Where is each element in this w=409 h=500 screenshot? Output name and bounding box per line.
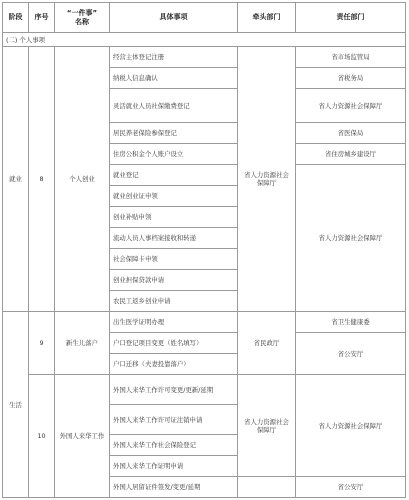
header-lead-dept: 牵头部门 [238,3,296,33]
table-row [3,375,406,405]
item-name-cell: 个人创业 [55,47,110,312]
resp-dept-cell: 省卫生健康委 [296,312,406,333]
stage-cell-employment: 就业 [3,47,29,312]
content-cell: 住房公积金个人账户设立 [110,144,238,165]
lead-dept-cell: 省人力资源社会保障厅 [238,47,296,312]
lead-dept-cell: 省人力资源社会保障厅 [238,375,296,477]
seq-cell-8: 8 [29,47,55,312]
content-cell: 纳税人信息确认 [110,68,238,89]
content-cell: 外国人来华工作社会保险登记 [110,435,238,456]
stage-cell-life: 生活 [3,312,29,498]
content-cell: 就业登记 [110,165,238,186]
section-title: (二) 个人事项 [3,33,406,47]
resp-dept-cell: 省公安厅 [296,477,406,498]
item-name-cell: 新生儿落户 [55,312,110,375]
content-cell: 居民养老保险参保登记 [110,123,238,144]
resp-dept-cell: 省人力资源社会保障厅 [296,375,406,477]
content-cell: 户口登记项目变更（姓名填写） [110,333,238,354]
content-cell: 外国人来华工作许可变更/更新/延期 [110,375,238,405]
resp-dept-cell: 省税务局 [296,68,406,89]
table-row [3,47,406,68]
resp-dept-cell: 省医保局 [296,123,406,144]
seq-cell-9: 9 [29,312,55,375]
resp-dept-cell: 省人力资源社会保障厅 [296,89,406,123]
item-name-cell: 外国人来华工作 [55,375,110,498]
table-row [3,312,406,333]
content-cell: 创业补贴申领 [110,207,238,228]
header-content: 具体事项 [110,3,238,33]
header-stage: 阶段 [3,3,29,33]
header-row [3,3,406,33]
section-row [3,33,406,47]
resp-dept-cell: 省人力资源社会保障厅 [296,165,406,312]
header-resp-dept: 责任部门 [296,3,406,33]
content-cell: 流动人员人事档案接收和转递 [110,228,238,249]
content-cell: 灵活就业人员社保缴费登记 [110,89,238,123]
content-cell: 外国人来华工作许可证注销申请 [110,405,238,435]
header-item-name: “一件事” 名称 [55,3,110,33]
content-cell: 创业担保贷款申请 [110,270,238,291]
seq-cell-10: 10 [29,375,55,498]
lead-dept-cell: 省民政厅 [238,312,296,375]
resp-dept-cell: 省住房城乡建设厅 [296,144,406,165]
resp-dept-cell: 省市场监管局 [296,47,406,68]
content-cell: 经营主体登记注册 [110,47,238,68]
header-seq: 序号 [29,3,55,33]
content-cell: 外国人来华工作证明申请 [110,456,238,477]
content-cell: 就业创业证申领 [110,186,238,207]
content-cell: 社会保障卡申领 [110,249,238,270]
content-cell: 外国人居留证件签发/变更/延期 [110,477,238,498]
content-cell: 出生医学证明办理 [110,312,238,333]
resp-dept-cell: 省公安厅 [296,333,406,375]
content-cell: 农民工返乡创业申请 [110,291,238,312]
lead-dept-cell-empty [238,477,296,498]
content-cell: 户口迁移（夫妻投靠落户） [110,354,238,375]
matters-table [2,2,406,498]
